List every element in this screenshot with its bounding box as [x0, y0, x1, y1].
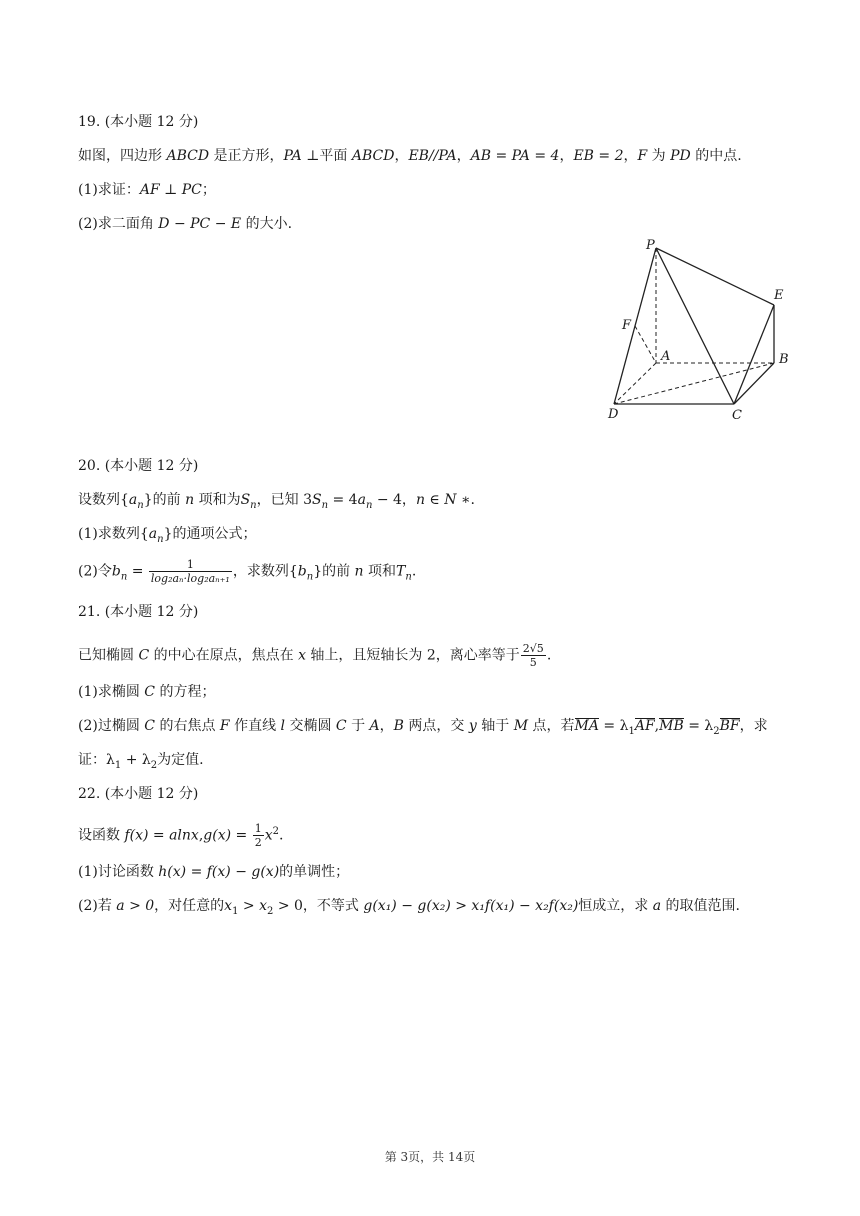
q19-heading: 19. (本小题 12 分) — [78, 114, 199, 130]
q21-heading: 21. (本小题 12 分) — [78, 604, 199, 620]
q21-part2-cont: 证：$\lambda_1 + \lambda_2$为定值. — [78, 752, 204, 771]
fraction-eccentricity: $\frac{2√5}{5}$ — [522, 642, 544, 669]
edge-DB-hidden — [614, 363, 774, 404]
label-F: F — [622, 318, 632, 333]
pyramid-figure — [598, 236, 798, 426]
q19-part1: (1)求证：AF ⊥ PC； — [78, 182, 216, 198]
edge-CB — [734, 363, 774, 404]
page-footer: 第 3页，共 14页 — [384, 1150, 476, 1164]
edge-PE — [656, 248, 774, 305]
q20-heading: 20. (本小题 12 分) — [78, 458, 199, 474]
q20-part2: (2)令$b_n$ = $\frac{1}{\text{log₂aₙ·log₂aₙ₊₁}}$ ，求数列$\{b_n\}$的前 n 项和$T_n$. — [78, 558, 417, 585]
label-E: E — [774, 288, 784, 303]
q21-part2: (2)过椭圆 C 的右焦点 F 作直线 l 交椭圆 C 于 A，B 两点，交 y 轴于 M 点，若MA = $\lambda_1AF,MB = \lambda_2BF$，求 — [78, 718, 768, 737]
q19-stem: 如图，四边形 ABCD 是正方形，PA ⊥平面 ABCD，EB//PA，AB = PA = 4，EB = 2，F 为 PD 的中点. — [78, 148, 742, 164]
q22-heading: 22. (本小题 12 分) — [78, 786, 199, 802]
edge-CE — [734, 305, 774, 404]
edge-AD-hidden — [614, 363, 656, 404]
q22-stem: 设函数 f(x) = alnx,g(x) = $\frac{1}{2}$ $x^2$. — [78, 822, 284, 849]
q22-part1: (1)讨论函数 h(x) = f(x) − g(x)的单调性； — [78, 864, 350, 880]
label-D: D — [608, 407, 619, 422]
fraction-half: $\frac{1}{2}$ — [254, 822, 262, 849]
q20-stem: 设数列$\{a_n\}$的前 n 项和为$S_n$，已知 $3S_n = 4a_n - 4$，n ∈ N ∗. — [78, 492, 475, 511]
edge-FA-hidden — [635, 326, 656, 363]
fraction-bn: $\frac{1}{\text{log₂aₙ·log₂aₙ₊₁}}$ — [150, 558, 230, 585]
q21-stem: 已知椭圆 C 的中心在原点，焦点在 x 轴上，且短轴长为 2，离心率等于 $\frac{2√5}{5}$ . — [78, 642, 552, 669]
q21-part1: (1)求椭圆 C 的方程； — [78, 684, 216, 700]
q22-part2: (2)若 a > 0，对任意的$x_1 > x_2 > 0$，不等式 g(x₁) − g(x₂) > x₁f(x₁) − x₂f(x₂)恒成立，求 a 的取值范围. — [78, 898, 741, 917]
label-B: B — [779, 352, 789, 367]
q19-part2: (2)求二面角 D − PC − E 的大小. — [78, 216, 293, 232]
label-C: C — [732, 408, 742, 423]
label-A: A — [661, 349, 671, 364]
q20-part1: (1)求数列$\{a_n\}$的通项公式； — [78, 526, 257, 545]
label-P: P — [646, 238, 655, 253]
edge-PC — [656, 248, 734, 404]
